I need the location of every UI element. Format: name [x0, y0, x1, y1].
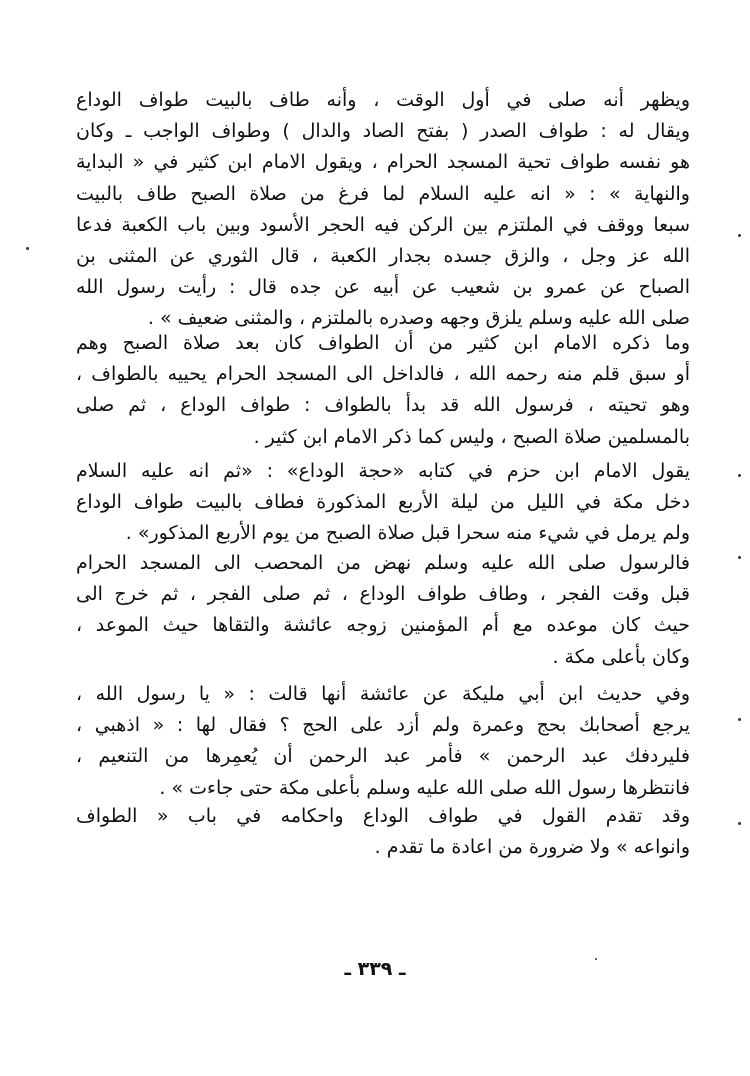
text-line: وما ذكره الامام ابن كثير من أن الطواف كان بعد صلاة الصبح وهم — [76, 332, 690, 354]
text-line: الله عز وجل ، والزق جسده بجدار الكعبة ، قال الثوري عن المثنى بن — [76, 244, 690, 267]
text-line: يرجع أصحابك بحج وعمرة ولم أزد على الحج ؟ فقال لها : « اذهبي ، — [76, 714, 690, 737]
paragraph-6 — [76, 801, 690, 863]
text-line: هو نفسه طواف تحية المسجد الحرام ، ويقول الامام ابن كثير في « البداية — [76, 151, 690, 174]
text-line: ويظهر أنه صلى في أول الوقت ، وأنه طاف بالبيت طواف الوداع — [76, 89, 690, 111]
text-line: حيث كان موعده مع أم المؤمنين زوجه عائشة والتقاها حيث الموعد ، — [76, 614, 690, 637]
paragraph-2 — [76, 328, 690, 453]
text-line: صلى الله عليه وسلم يلزق وجهه وصدره بالملتزم ، والمثنى ضعيف » . — [147, 307, 690, 330]
text-line: أو سبق قلم منه رحمه الله ، فالداخل الى المسجد الحرام يحييه بالطواف ، — [76, 363, 690, 386]
text-line: وانواعه » ولا ضرورة من اعادة ما تقدم . — [374, 836, 690, 859]
text-line: ويقال له : طواف الصدر ( بفتح الصاد والدال ) وطواف الواجب ـ وكان — [76, 120, 690, 143]
text-line: سبعا ووقف في الملتزم بين الركن فيه الحجر الأسود وبين باب الكعبة فدعا — [76, 213, 690, 236]
text-line: فليردفك عبد الرحمن » فأمر عبد الرحمن أن يُعمِرها من التنعيم ، — [76, 745, 690, 768]
margin-speck — [738, 234, 741, 237]
text-line: وقد تقدم القول في طواف الوداع واحكامه في باب « الطواف — [76, 805, 690, 827]
paragraph-5 — [76, 679, 690, 804]
text-line: يقول الامام ابن حزم في كتابه «حجة الوداع» : «ثم انه عليه السلام — [76, 460, 690, 482]
text-line: وهو تحيته ، فرسول الله قد بدأ بالطواف : طواف الوداع ، ثم صلى — [76, 394, 690, 417]
margin-speck — [738, 718, 741, 721]
text-line: دخل مكة في الليل من ليلة الأربع المذكورة فطاف بالبيت طواف الوداع — [76, 491, 690, 514]
paragraph-4 — [76, 548, 690, 673]
text-line: فانتظرها رسول الله صلى الله عليه وسلم بأعلى مكة حتى جاءت » . — [159, 776, 690, 799]
margin-speck — [26, 247, 29, 250]
margin-speck — [595, 958, 597, 960]
text-line: والنهاية » : « انه عليه السلام لما فرغ من صلاة الصبح طاف بالبيت — [76, 182, 690, 205]
margin-speck — [738, 474, 741, 477]
margin-speck — [738, 822, 741, 825]
text-line: الصباح عن عمرو بن شعيب عن أبيه عن جده قال : رأيت رسول الله — [76, 276, 690, 299]
text-line: قبل وقت الفجر ، وطاف طواف الوداع ، ثم صلى الفجر ، ثم خرج الى — [76, 583, 690, 606]
text-line: وكان بأعلى مكة . — [552, 645, 690, 668]
paragraph-3 — [76, 456, 690, 550]
text-line: بالمسلمين صلاة الصبح ، وليس كما ذكر الامام ابن كثير . — [253, 425, 690, 448]
page-number: ـ ٣٣٩ ـ — [344, 958, 406, 980]
text-line: فالرسول صلى الله عليه وسلم نهض من المحصب الى المسجد الحرام — [76, 552, 690, 574]
text-line: ولم يرمل في شيء منه سحرا قبل صلاة الصبح من يوم الأربع المذكور» . — [125, 522, 690, 545]
paragraph-1 — [76, 85, 690, 335]
margin-speck — [738, 556, 741, 559]
text-line: وفي حديث ابن أبي مليكة عن عائشة أنها قالت : « يا رسول الله ، — [76, 683, 690, 705]
